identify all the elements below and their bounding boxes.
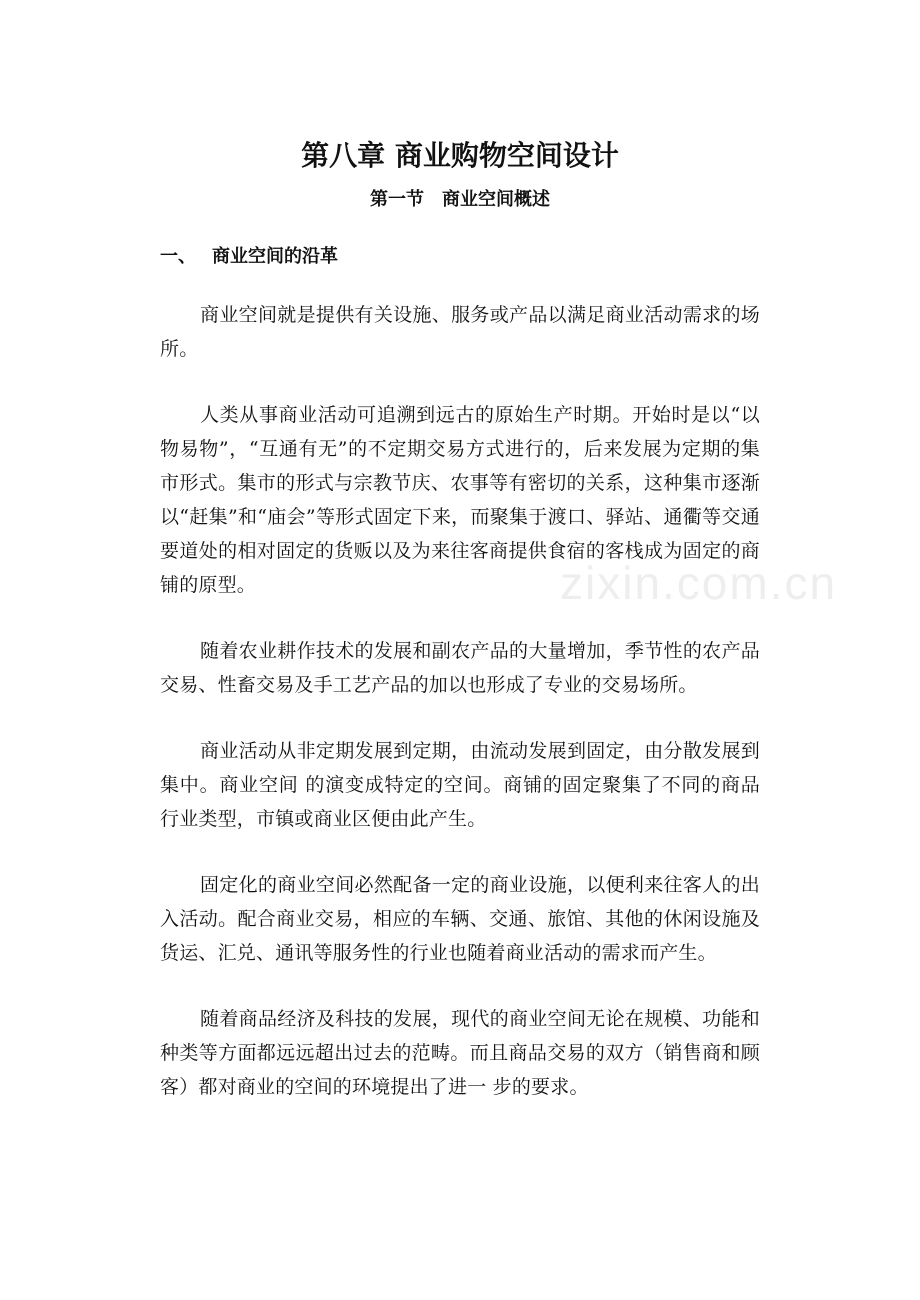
paragraph: 人类从事商业活动可追溯到远古的原始生产时期。开始时是以“以物易物”，“互通有无”的不定期交易方式进行的，后来发展为定期的集市形式。集市的形式与宗教节庆、农事等有密切的关系，这种集市逐渐以“赶集”和“庙会”等形式固定下来，而聚集于渡口、驿站、通衢等交通要道处的相对固定的货贩以及为来往客商提供食宿的客栈成为固定的商铺的原型。	[160, 404, 760, 596]
section-title: 第一节 商业空间概述	[370, 189, 550, 210]
paragraph: 随着商品经济及科技的发展，现代的商业空间无论在规模、功能和种类等方面都远远超出过去的范畴。而且商品交易的双方（销售商和顾客）都对商业的空间的环境提出了进一 步的要求。	[160, 1008, 760, 1098]
subsection-number: 一、	[160, 246, 196, 267]
paragraph: 商业活动从非定期发展到定期，由流动发展到固定，由分散发展到集中。商业空间 的演变成特定的空间。商铺的固定聚集了不同的商品行业类型，市镇或商业区便由此产生。	[160, 740, 760, 830]
paragraph: 固定化的商业空间必然配备一定的商业设施，以便利来往客人的出入活动。配合商业交易，相应的车辆、交通、旅馆、其他的休闲设施及货运、汇兑、通讯等服务性的行业也随着商业活动的需求而产生。	[160, 874, 760, 964]
subsection-title: 商业空间的沿革	[212, 246, 338, 267]
paragraph: 随着农业耕作技术的发展和副农产品的大量增加，季节性的农产品交易、性畜交易及手工艺产品的加以也形成了专业的交易场所。	[160, 640, 760, 696]
subsection-heading	[160, 243, 338, 271]
watermark: zixin.com.cn	[560, 557, 838, 609]
chapter-title: 第八章 商业购物空间设计	[301, 139, 619, 172]
paragraph: 商业空间就是提供有关设施、服务或产品以满足商业活动需求的场所。	[160, 304, 760, 360]
body-text	[160, 298, 760, 1136]
